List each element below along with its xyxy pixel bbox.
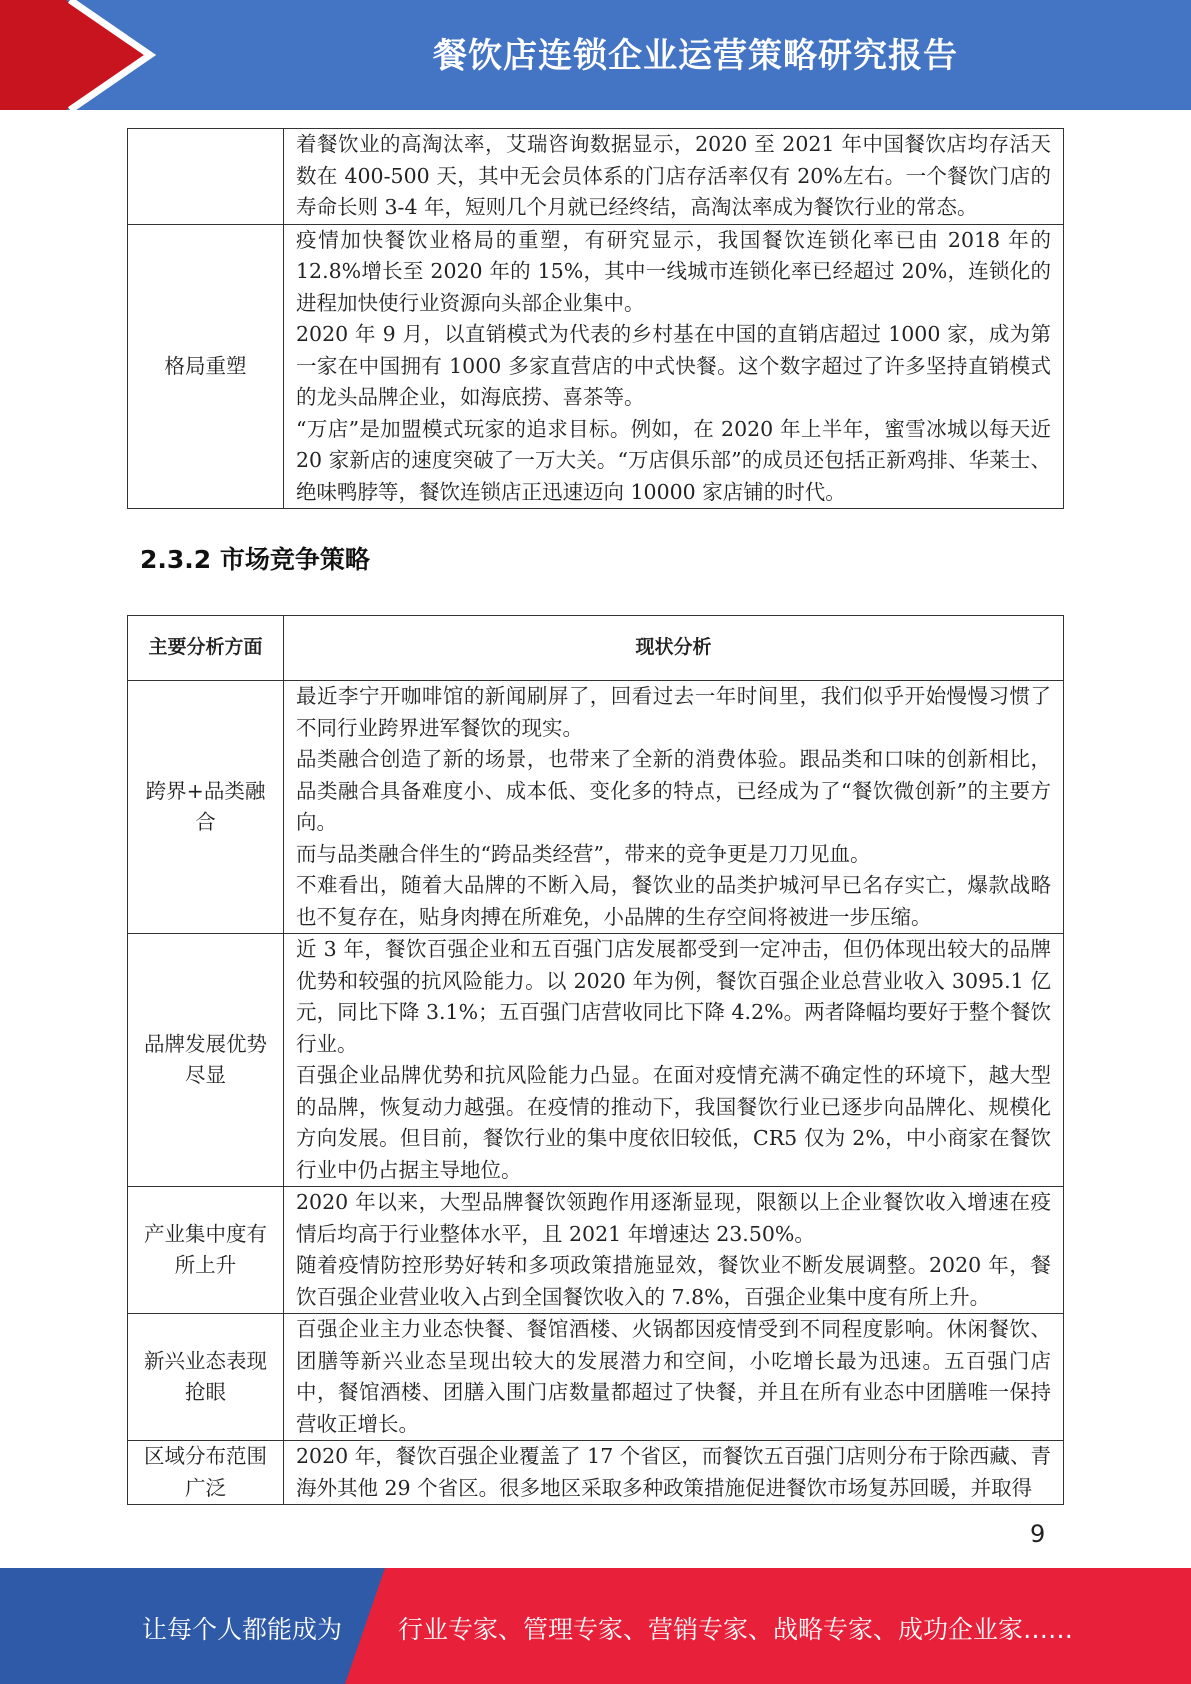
paragraph: 品类融合创造了新的场景，也带来了全新的消费体验。跟品类和口味的创新相比，品类融合具备难度小、成本低、变化多的特点，已经成为了“餐饮微创新”的主要方向。	[296, 747, 1051, 834]
paragraph: 百强企业主力业态快餐、餐馆酒楼、火锅都因疫情受到不同程度影响。休闲餐饮、团膳等新兴业态呈现出较大的发展潜力和空间，小吃增长最为迅速。五百强门店中，餐馆酒楼、团膳入围门店数量都超过了快餐，并且在所有业态中团膳唯一保持营收正增长。	[296, 1317, 1051, 1436]
table-row	[128, 1187, 1064, 1314]
footer-slogan-left: 让每个人都能成为	[142, 1615, 343, 1644]
page-header	[0, 0, 1191, 110]
table-market-pattern	[127, 128, 1064, 509]
paragraph: “万店”是加盟模式玩家的追求目标。例如，在 2020 年上半年，蜜雪冰城以每天近 20 家新店的速度突破了一万大关。“万店俱乐部”的成员还包括正新鸡排、华莱士、绝味鸭脖等，餐饮连锁店正迅速迈向 10000 家店铺的时代。	[296, 416, 1051, 504]
paragraph: 而与品类融合伴生的“跨品类经营”，带来的竞争更是刀刀见血。	[296, 841, 871, 866]
paragraph: 不难看出，随着大品牌的不断入局，餐饮业的品类护城河早已名存实亡，爆款战略也不复存在，贴身肉搏在所难免，小品牌的生存空间将被进一步压缩。	[296, 873, 1051, 929]
table-row	[128, 224, 1064, 509]
paragraph: 百强企业品牌优势和抗风险能力凸显。在面对疫情充满不确定性的环境下，越大型的品牌，恢复动力越强。在疫情的推动下，我国餐饮行业已逐步向品牌化、规模化方向发展。但目前，餐饮行业的集中度依旧较低，CR5 仅为 2%，中小商家在餐饮行业中仍占据主导地位。	[296, 1063, 1051, 1182]
row-content	[284, 1441, 1064, 1505]
table-row	[128, 934, 1064, 1187]
column-header: 主要分析方面	[128, 616, 284, 681]
table-row	[128, 681, 1064, 934]
row-label: 格局重塑	[128, 224, 284, 509]
column-header: 现状分析	[284, 616, 1064, 681]
row-label: 新兴业态表现抢眼	[128, 1314, 284, 1441]
table-row	[128, 1441, 1064, 1505]
table-header-row	[128, 616, 1064, 681]
report-title: 餐饮店连锁企业运营策略研究报告	[433, 36, 958, 76]
page-footer	[0, 1568, 1191, 1684]
paragraph: 近 3 年，餐饮百强企业和五百强门店发展都受到一定冲击，但仍体现出较大的品牌优势和较强的抗风险能力。以 2020 年为例，餐饮百强企业总营业收入 3095.1 亿元，同比下降 3.1%；五百强门店营收同比下降 4.2%。两者降幅均要好于整个餐饮行业。	[296, 937, 1051, 1056]
paragraph: 着餐饮业的高淘汰率，艾瑞咨询数据显示，2020 至 2021 年中国餐饮店均存活天数在 400-500 天，其中无会员体系的门店存活率仅有 20%左右。一个餐饮门店的寿命长则 3-4 年，短则几个月就已经终结，高淘汰率成为餐饮行业的常态。	[296, 132, 1051, 219]
row-label: 产业集中度有所上升	[128, 1187, 284, 1314]
section-heading: 2.3.2 市场竞争策略	[140, 545, 370, 574]
row-content	[284, 129, 1064, 225]
paragraph: 2020 年 9 月，以直销模式为代表的乡村基在中国的直销店超过 1000 家，成为第一家在中国拥有 1000 多家直营店的中式快餐。这个数字超过了许多坚持直销模式的龙头品牌企业，如海底捞、喜茶等。	[296, 322, 1051, 409]
table-row	[128, 129, 1064, 225]
row-content	[284, 224, 1064, 509]
row-label: 区域分布范围广泛	[128, 1441, 284, 1505]
table-row	[128, 1314, 1064, 1441]
paragraph: 随着疫情防控形势好转和多项政策措施显效，餐饮业不断发展调整。2020 年，餐饮百强企业营业收入占到全国餐饮收入的 7.8%，百强企业集中度有所上升。	[296, 1253, 1051, 1309]
row-label: 跨界+品类融合	[128, 681, 284, 934]
row-label	[128, 129, 284, 225]
paragraph: 疫情加快餐饮业格局的重塑，有研究显示，我国餐饮连锁化率已由 2018 年的 12.8%增长至 2020 年的 15%，其中一线城市连锁化率已经超过 20%，连锁化的进程加快使行业资源向头部企业集中。	[296, 227, 1051, 315]
row-content	[284, 681, 1064, 934]
footer-slogan-right: 行业专家、管理专家、营销专家、战略专家、成功企业家……	[398, 1615, 1074, 1644]
table-competition-strategy	[127, 615, 1064, 1505]
row-label: 品牌发展优势尽显	[128, 934, 284, 1187]
row-content	[284, 934, 1064, 1187]
paragraph: 2020 年以来，大型品牌餐饮领跑作用逐渐显现，限额以上企业餐饮收入增速在疫情后均高于行业整体水平，且 2021 年增速达 23.50%。	[296, 1190, 1051, 1246]
row-content	[284, 1187, 1064, 1314]
row-content	[284, 1314, 1064, 1441]
paragraph: 2020 年，餐饮百强企业覆盖了 17 个省区，而餐饮五百强门店则分布于除西藏、青海外其他 29 个省区。很多地区采取多种政策措施促进餐饮市场复苏回暖，并取得	[296, 1444, 1051, 1500]
page-number: 9	[1030, 1520, 1046, 1548]
paragraph: 最近李宁开咖啡馆的新闻刷屏了，回看过去一年时间里，我们似乎开始慢慢习惯了不同行业跨界进军餐饮的现实。	[296, 684, 1051, 740]
